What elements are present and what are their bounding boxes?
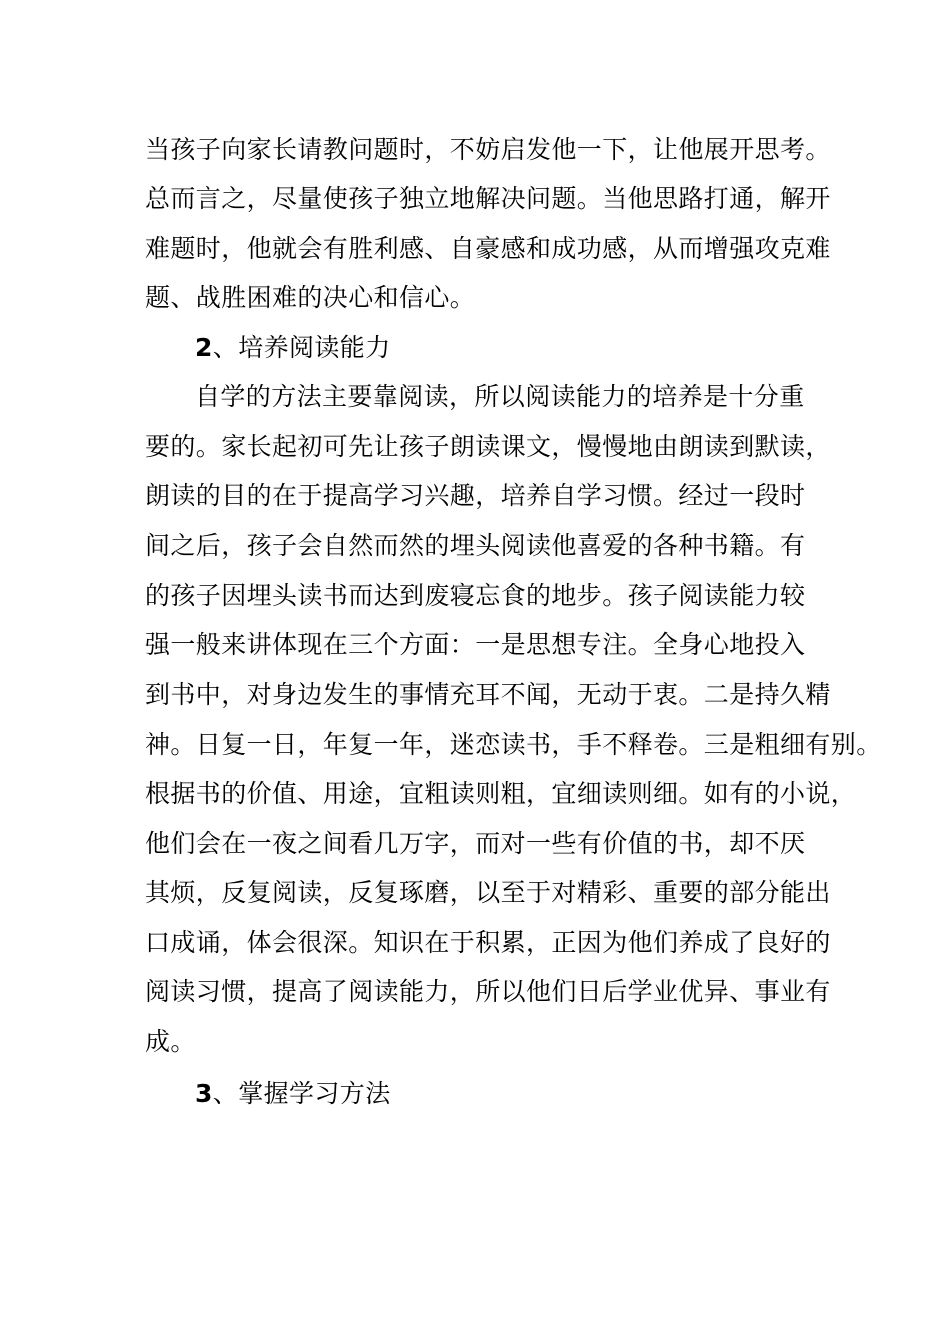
section-heading-3 xyxy=(195,1077,391,1111)
paragraph-line: 当孩子向家长请教问题时，不妨启发他一下，让他展开思考。 xyxy=(145,135,831,164)
paragraph-line: 根据书的价值、用途，宜粗读则粗，宜细读则细。如有的小说， xyxy=(145,779,857,808)
paragraph-line: 强一般来讲体现在三个方面：一是思想专注。全身心地投入 xyxy=(145,630,806,659)
section-heading-2 xyxy=(195,331,391,365)
paragraph-line: 朗读的目的在于提高学习兴趣，培养自学习惯。经过一段时 xyxy=(145,481,806,510)
paragraph-line: 成。 xyxy=(145,1027,196,1056)
paragraph-line: 要的。家长起初可先让孩子朗读课文，慢慢地由朗读到默读， xyxy=(145,432,831,461)
paragraph-line: 的孩子因埋头读书而达到废寝忘食的地步。孩子阅读能力较 xyxy=(145,581,806,610)
paragraph-line: 题、战胜困难的决心和信心。 xyxy=(145,283,476,312)
paragraph-line: 他们会在一夜之间看几万字，而对一些有价值的书，却不厌 xyxy=(145,829,806,858)
section-number: 2 xyxy=(195,333,213,362)
section-number: 3 xyxy=(195,1079,213,1108)
paragraph-line: 难题时，他就会有胜利感、自豪感和成功感，从而增强攻克难 xyxy=(145,234,831,263)
paragraph-line: 间之后，孩子会自然而然的埋头阅读他喜爱的各种书籍。有 xyxy=(145,531,806,560)
paragraph-line: 到书中，对身边发生的事情充耳不闻，无动于衷。二是持久精 xyxy=(145,680,831,709)
section-title: 、掌握学习方法 xyxy=(212,1079,391,1108)
paragraph-line: 神。日复一日，年复一年，迷恋读书，手不释卷。三是粗细有别。 xyxy=(145,730,882,759)
paragraph-line: 自学的方法主要靠阅读，所以阅读能力的培养是十分重 xyxy=(195,382,805,411)
paragraph-line: 其烦，反复阅读，反复琢磨，以至于对精彩、重要的部分能出 xyxy=(145,878,831,907)
paragraph-line: 阅读习惯，提高了阅读能力，所以他们日后学业优异、事业有 xyxy=(145,977,831,1006)
paragraph-line: 总而言之，尽量使孩子独立地解决问题。当他思路打通，解开 xyxy=(145,184,831,213)
section-title: 、培养阅读能力 xyxy=(212,333,391,362)
paragraph-line: 口成诵，体会很深。知识在于积累，正因为他们养成了良好的 xyxy=(145,928,831,957)
